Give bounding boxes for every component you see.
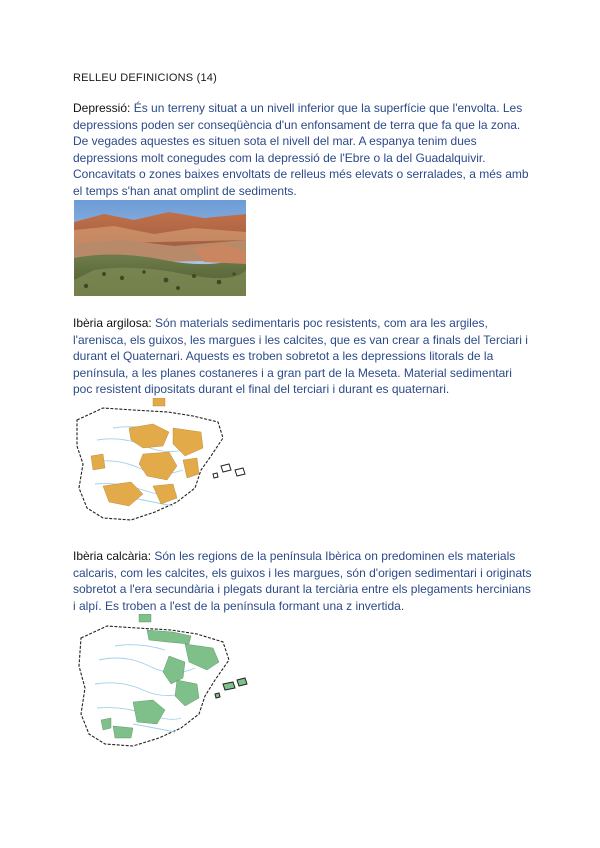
- section-depressio: [73, 100, 533, 199]
- definition-text: Són les regions de la península Ibèrica on predominen els materials calcaris, com les calcites, els guixos i les margues, són d'origen sedimentari i originats sobretot a l'era secundària i plegats durant la terciària entre els plegaments hercinians i alpí. Es troben a l'est de la península formant una z invertida.: [73, 549, 532, 613]
- section-iberia-calcaria: [73, 548, 533, 614]
- definition-text: Són materials sedimentaris poc resistents, com ara les argiles, l'arenisca, els guixos, les margues i les calcites, que es van crear a finals del Terciari i durant el Quaternari. Aquests es troben sobretot a les depressions litorals de la península, a les planes costaneres i a gran part de la Meseta. Material sedimentari poc resistent dipositats durant el final del terciari i durant es quaternari.: [73, 316, 528, 396]
- depression-landscape-photo: [74, 200, 246, 296]
- definition-text: És un terreny situat a un nivell inferior que la superfície que l'envolta. Les depressions poden ser conseqüència d'un enfonsament de terra que fa que la zona. De vegades aquestes es situen sota el nivell del mar. A espanya tenim dues depressions molt conegudes com la depressió de l'Ebre o la del Guadalquivir. Concavitats o zones baixes envoltats de relleus més elevats o serralades, a més amb el temps s'han anat omplint de sediments.: [73, 101, 529, 198]
- term-label: Ibèria argilosa:: [73, 316, 152, 330]
- page-title: RELLEU DEFINICIONS (14): [73, 72, 217, 84]
- iberia-calcaria-map: [73, 614, 253, 754]
- term-label: Depressió:: [73, 101, 131, 115]
- section-iberia-argilosa: [73, 315, 533, 398]
- term-label: Ibèria calcària:: [73, 549, 152, 563]
- iberia-argilosa-map: [73, 398, 253, 526]
